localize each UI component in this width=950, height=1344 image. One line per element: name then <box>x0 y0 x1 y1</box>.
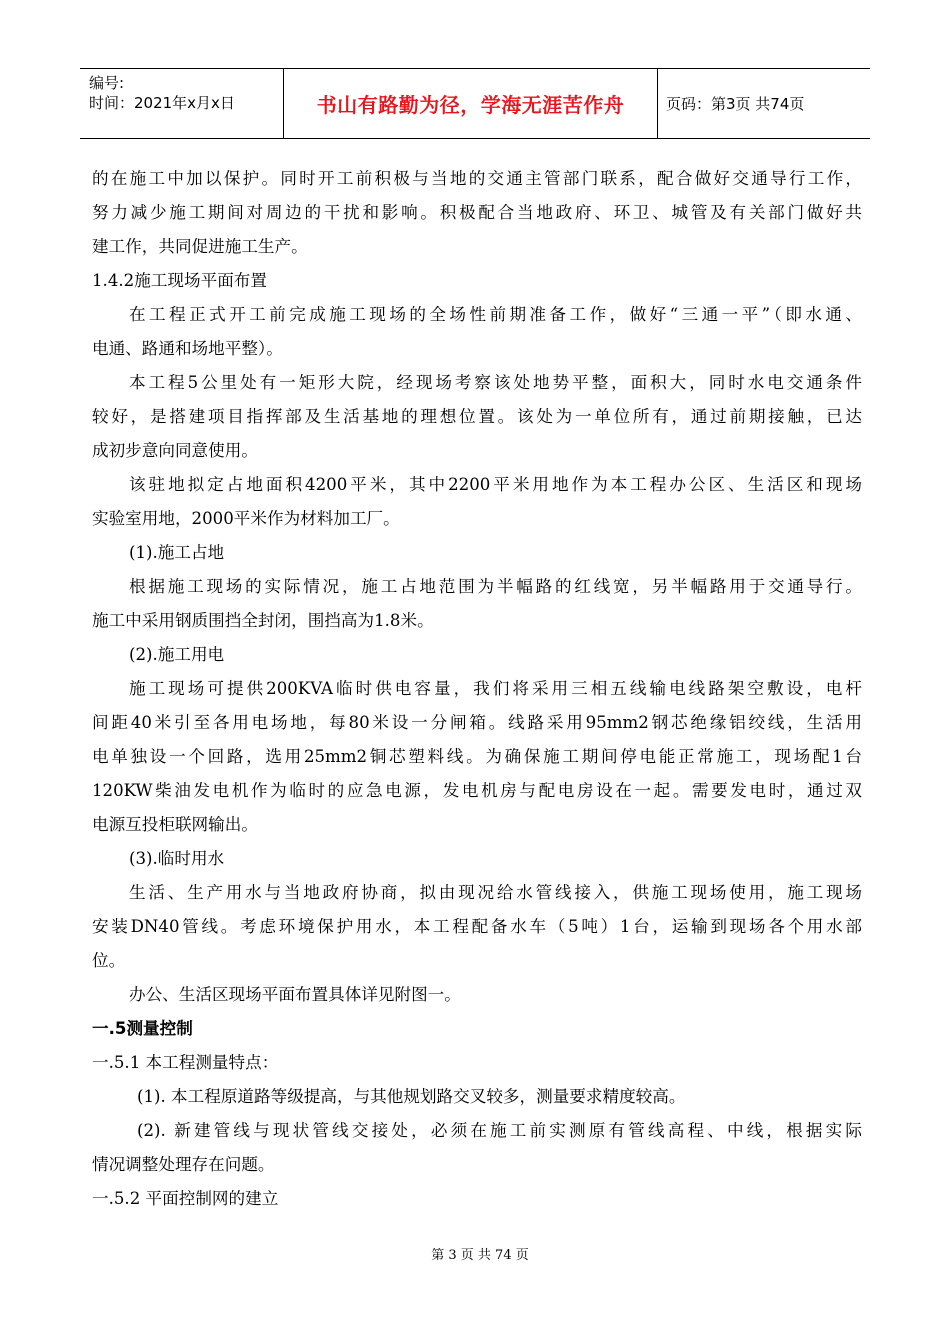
paragraph-line: 成初步意向同意使用。 <box>92 441 258 460</box>
sub-heading: (3).临时用水 <box>129 849 225 868</box>
paragraph-line: 生活、生产用水与当地政府协商，拟由现况给水管线接入，供施工现场使用，施工现场 <box>129 883 862 902</box>
time-label: 时间：2021年x月x日 <box>89 94 235 112</box>
paragraph-line: 该驻地拟定占地面积4200平米，其中2200平米用地作为本工程办公区、生活区和现场 <box>129 475 862 494</box>
paragraph-line: 努力减少施工期间对周边的干扰和影响。积极配合当地政府、环卫、城管及有关部门做好共 <box>92 203 862 222</box>
paragraph-line: 施工现场可提供200KVA临时供电容量，我们将采用三相五线输电线路架空敷设，电杆 <box>129 679 862 698</box>
paragraph-line: 120KW柴油发电机作为临时的应急电源，发电机房与配电房设在一起。需要发电时，通过双 <box>92 781 862 800</box>
paragraph-line: 的在施工中加以保护。同时开工前积极与当地的交通主管部门联系，配合做好交通导行工作， <box>92 169 862 188</box>
page-header <box>80 68 870 139</box>
paragraph-line: 在工程正式开工前完成施工现场的全场性前期准备工作，做好“三通一平”（即水通、 <box>129 305 862 324</box>
paragraph-line: 较好，是搭建项目指挥部及生活基地的理想位置。该处为一单位所有，通过前期接触，已达 <box>92 407 862 426</box>
header-page-cell <box>658 69 870 138</box>
header-slogan-cell <box>284 69 658 138</box>
paragraph-line: 电单独设一个回路，选用25mm2铜芯塑料线。为确保施工期间停电能正常施工，现场配1台 <box>92 747 862 766</box>
sub-heading: 一.5.1 本工程测量特点： <box>92 1053 279 1072</box>
paragraph-line: 实验室用地，2000平米作为材料加工厂。 <box>92 509 400 528</box>
header-meta-cell <box>80 69 284 138</box>
paragraph-line: 情况调整处理存在问题。 <box>92 1155 275 1174</box>
number-label: 编号: <box>89 74 125 92</box>
sub-heading: (2).施工用电 <box>129 645 225 664</box>
document-body <box>92 162 862 1216</box>
list-item: (2). 新建管线与现状管线交接处，必须在施工前实测原有管线高程、中线，根据实际 <box>137 1121 862 1140</box>
paragraph-line: 位。 <box>92 951 126 970</box>
paragraph-line: 安装DN40管线。考虑环境保护用水，本工程配备水车（5吨）1台，运输到现场各个用水部 <box>92 917 862 936</box>
page-footer: 第 3 页 共 74 页 <box>431 1248 529 1263</box>
paragraph-line: 间距40米引至各用电场地，每80米设一分闸箱。线路采用95mm2钢芯绝缘铝绞线，生活用 <box>92 713 862 732</box>
paragraph-line: 建工作，共同促进施工生产。 <box>92 237 308 256</box>
paragraph-line: 施工中采用钢质围挡全封闭，围挡高为1.8米。 <box>92 611 434 630</box>
paragraph-line: 电通、路通和场地平整）。 <box>92 339 283 358</box>
paragraph-line: 根据施工现场的实际情况，施工占地范围为半幅路的红线宽，另半幅路用于交通导行。 <box>129 577 862 596</box>
paragraph-line: 办公、生活区现场平面布置具体详见附图一。 <box>129 985 461 1004</box>
list-item: (1). 本工程原道路等级提高，与其他规划路交叉较多，测量要求精度较高。 <box>137 1087 686 1106</box>
page-info: 页码：第3页 共74页 <box>666 95 805 113</box>
paragraph-line: 本工程5公里处有一矩形大院，经现场考察该处地势平整，面积大，同时水电交通条件 <box>129 373 862 392</box>
section-heading: 一.5测量控制 <box>92 1019 193 1038</box>
slogan: 书山有路勤为径，学海无涯苦作舟 <box>316 93 625 117</box>
paragraph-line: 电源互投柜联网输出。 <box>92 815 258 834</box>
section-heading: 1.4.2施工现场平面布置 <box>92 271 267 290</box>
sub-heading: 一.5.2 平面控制网的建立 <box>92 1189 279 1208</box>
sub-heading: (1).施工占地 <box>129 543 225 562</box>
